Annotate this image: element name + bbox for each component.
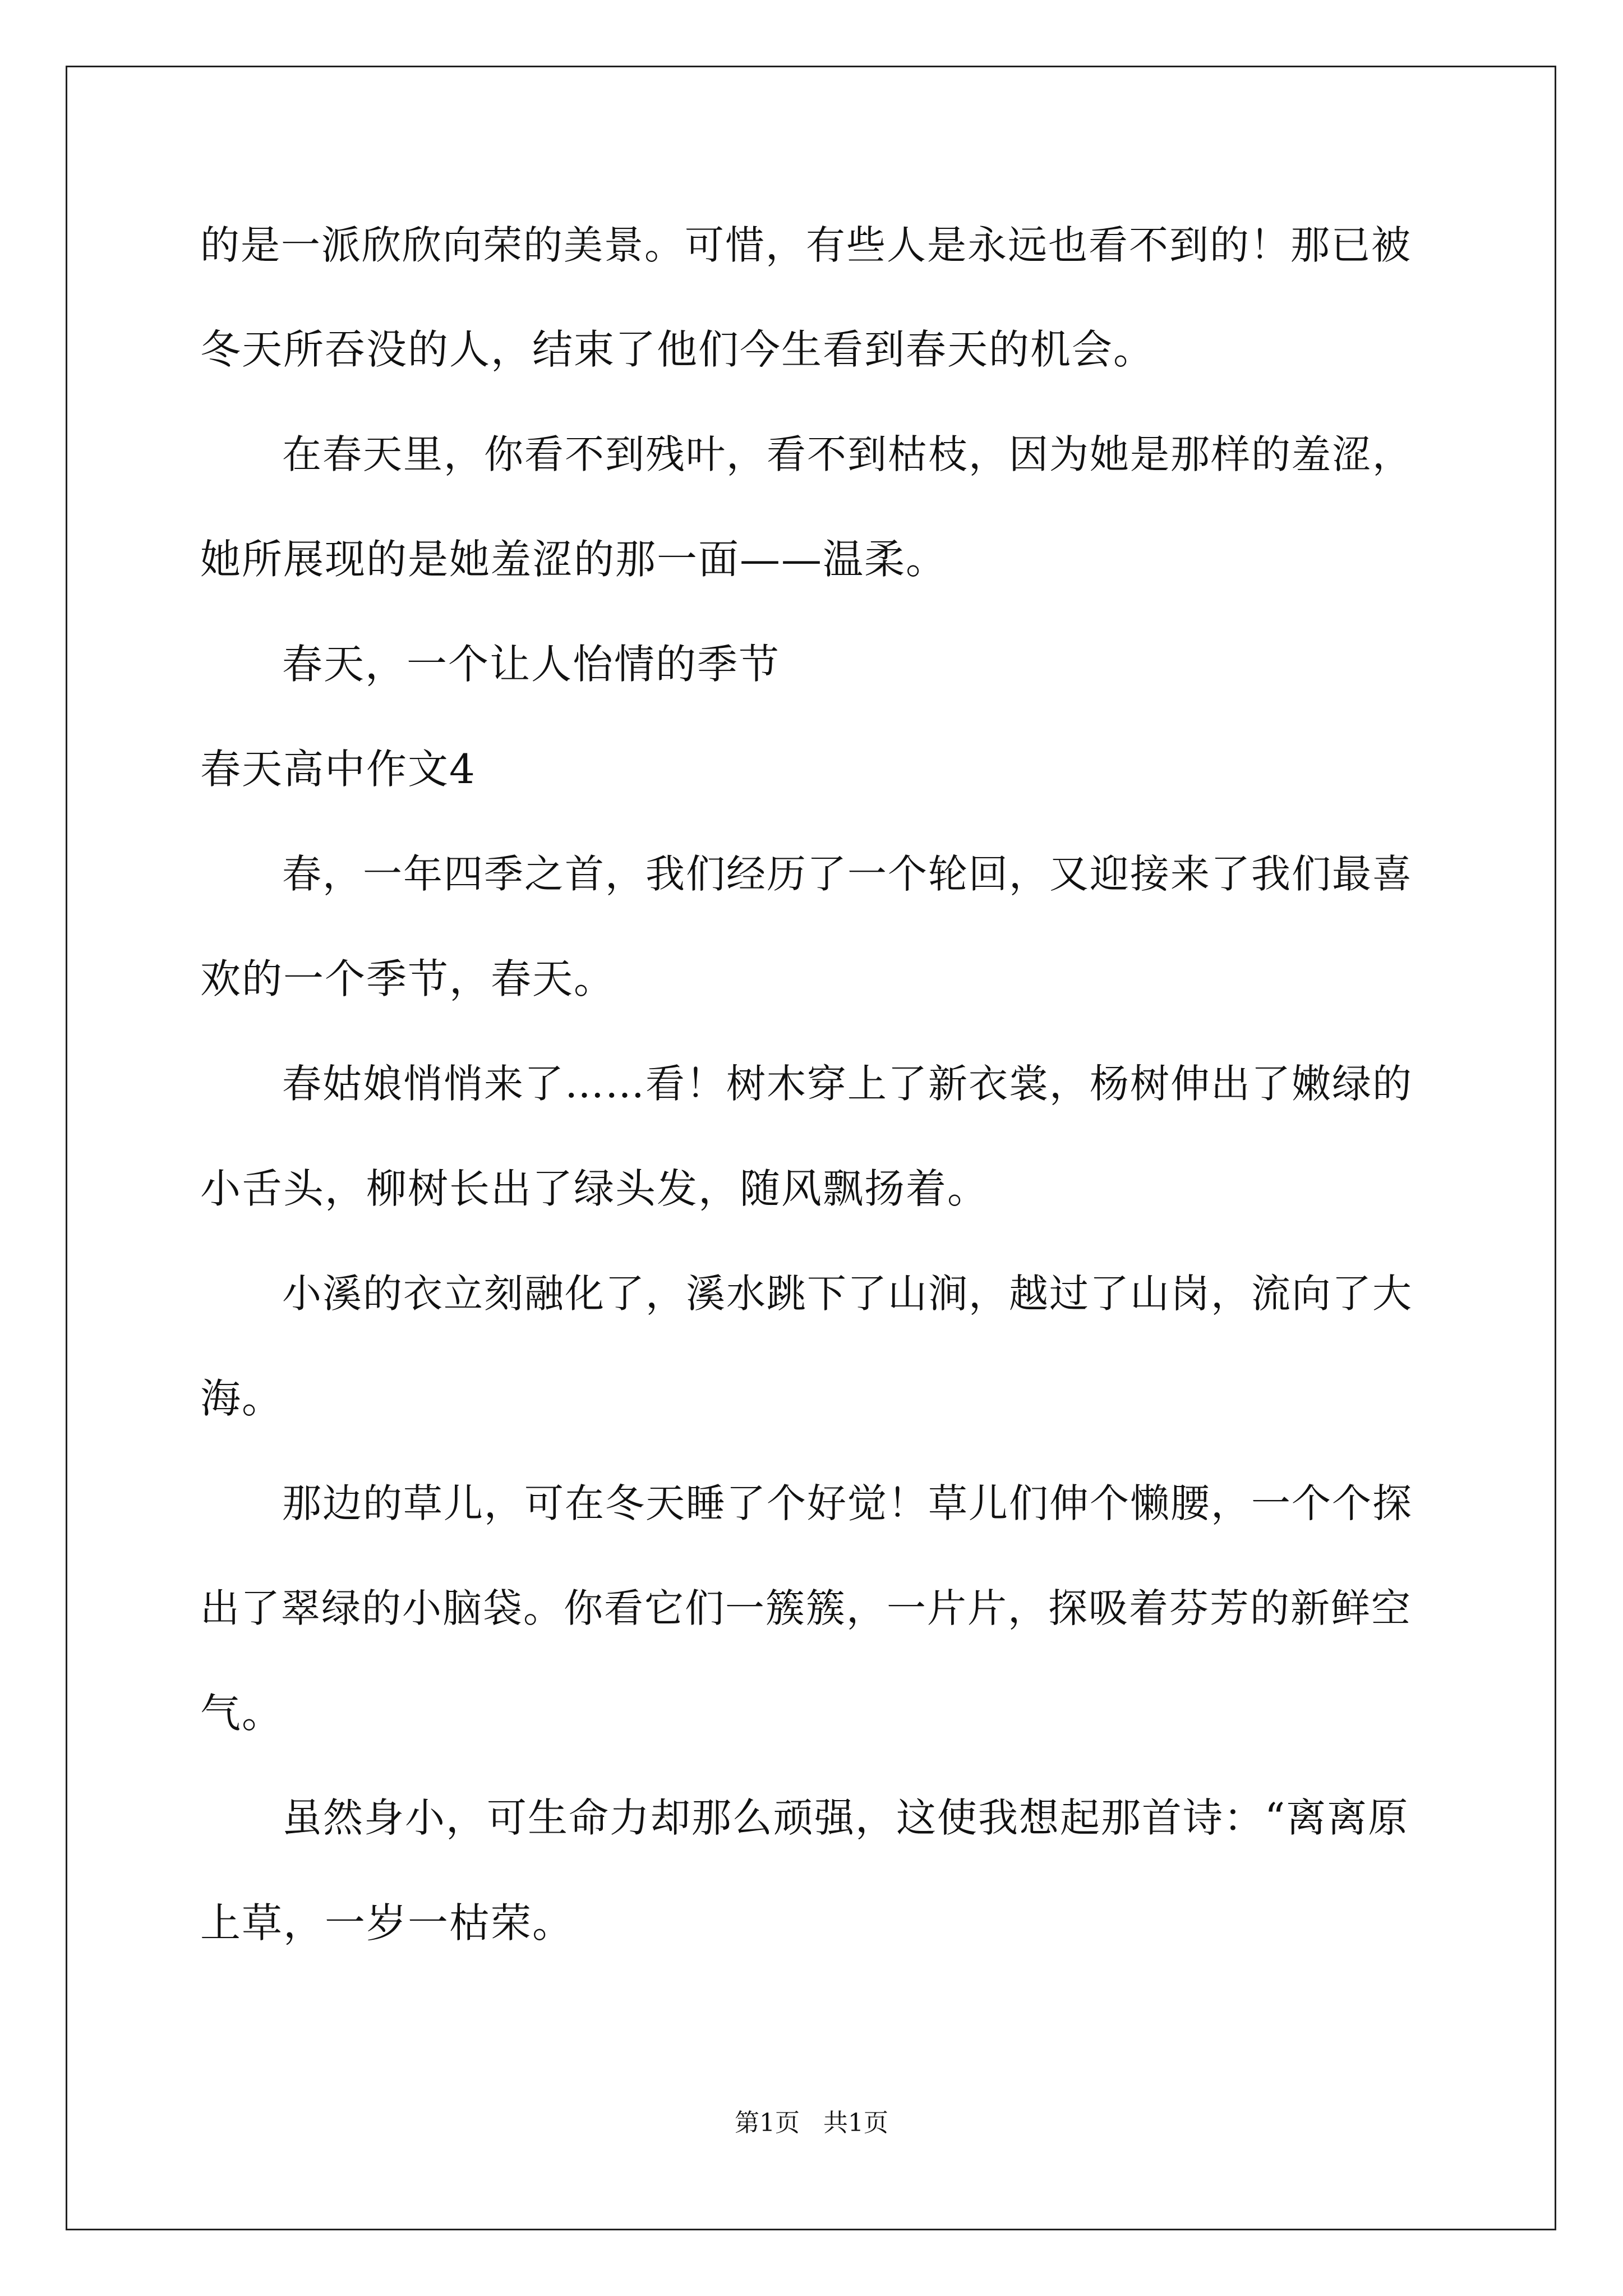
text-line: 小舌头，柳树长出了绿头发，随风飘扬着。	[200, 1165, 989, 1212]
page-number-footer: 第1页 共1页	[735, 2109, 888, 2137]
text-line: 虽然身小，可生命力却那么顽强，这使我想起那首诗：“离离原	[282, 1795, 1409, 1841]
text-line: 春天，一个让人怡情的季节	[282, 641, 781, 688]
text-line: 出了翠绿的小脑袋。你看它们一簇簇，一片片，探吸着芬芳的新鲜空	[200, 1585, 1412, 1631]
text-line: 那边的草儿，可在冬天睡了个好觉！草儿们伸个懒腰，一个个探	[282, 1480, 1413, 1526]
text-line: 上草，一岁一枯荣。	[200, 1899, 574, 1947]
text-line: 在春天里，你看不到残叶，看不到枯枝，因为她是那样的羞涩，	[282, 431, 1413, 477]
text-line: 海。	[200, 1375, 284, 1422]
text-line: 春，一年四季之首，我们经历了一个轮回，又迎接来了我们最喜	[282, 851, 1413, 897]
text-line: 欢的一个季节，春天。	[200, 955, 616, 1002]
text-line: 春姑娘悄悄来了……看！树木穿上了新衣裳，杨树伸出了嫩绿的	[282, 1061, 1413, 1107]
text-line: 她所展现的是她羞涩的那一面——温柔。	[200, 536, 948, 583]
section-heading: 春天高中作文4	[200, 746, 476, 793]
text-line: 冬天所吞没的人，结束了他们今生看到春天的机会。	[200, 326, 1155, 373]
text-line: 小溪的衣立刻融化了，溪水跳下了山涧，越过了山岗，流向了大	[282, 1271, 1413, 1317]
text-line: 气。	[200, 1690, 284, 1737]
text-line: 的是一派欣欣向荣的美景。可惜，有些人是永远也看不到的！那已被	[200, 222, 1412, 268]
